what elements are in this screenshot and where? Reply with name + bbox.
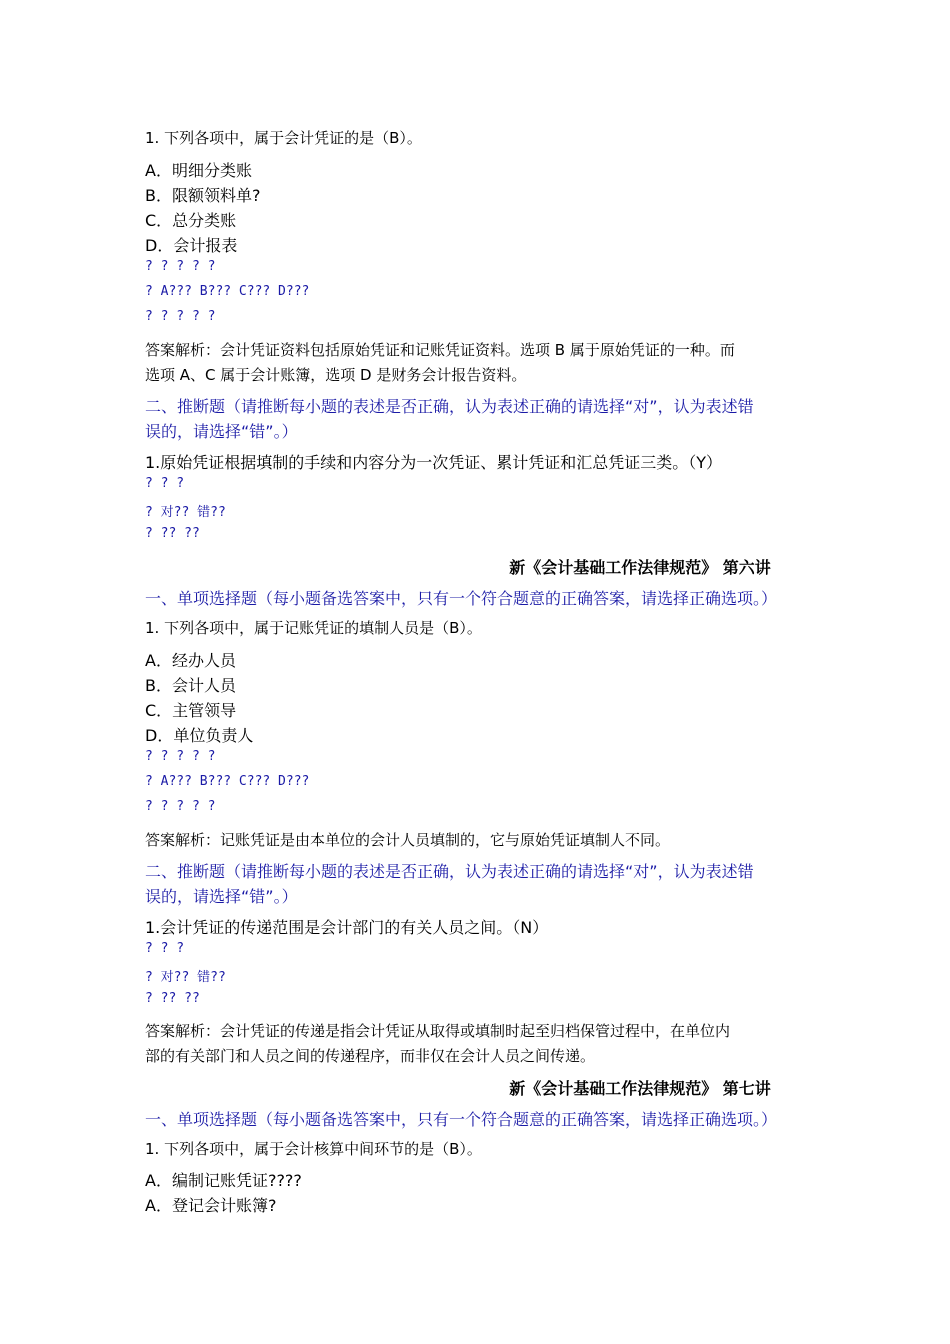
option-d: D．会计报表	[145, 236, 238, 255]
judge-marks: ? ? ?	[145, 941, 185, 956]
answer-analysis: 答案解析：会计凭证资料包括原始凭证和记账凭证资料。选项 B 属于原始凭证的一种。而	[145, 341, 735, 359]
answer-analysis: 选项 A、C 属于会计账簿，选项 D 是财务会计报告资料。	[145, 366, 527, 384]
answer-analysis: 答案解析：会计凭证的传递是指会计凭证从取得或填制时起至归档保管过程中，在单位内	[145, 1022, 731, 1040]
question-text: 1. 下列各项中，属于记账凭证的填制人员是（B）。	[145, 619, 482, 637]
judge-question: 1.原始凭证根据填制的手续和内容分为一次凭证、累计凭证和汇总凭证三类。（Y）	[145, 453, 723, 472]
question-text: 1. 下列各项中，属于会计核算中间环节的是（B）。	[145, 1140, 482, 1158]
option-a: A．明细分类账	[145, 161, 252, 180]
judge-question: 1.会计凭证的传递范围是会计部门的有关人员之间。（N）	[145, 918, 549, 937]
option-c: C．主管领导	[145, 701, 237, 720]
judge-marks: ? 对?? 错??	[145, 505, 226, 520]
option-d: D．单位负责人	[145, 726, 254, 745]
option-a: A．编制记账凭证????	[145, 1171, 302, 1190]
answer-marks: ? ? ? ? ?	[145, 749, 216, 764]
question-text: 1. 下列各项中，属于会计凭证的是（B）。	[145, 129, 422, 147]
judge-section-header: 二、推断题（请推断每小题的表述是否正确，认为表述正确的请选择“对”，认为表述错	[145, 862, 754, 881]
lecture-title: 新《会计基础工作法律规范》 第六讲	[509, 558, 771, 577]
answer-marks: ? ? ? ? ?	[145, 259, 216, 274]
judge-section-header: 二、推断题（请推断每小题的表述是否正确，认为表述正确的请选择“对”，认为表述错	[145, 397, 754, 416]
answer-marks: ? A??? B??? C??? D???	[145, 284, 310, 299]
option-b: B．限额领料单?	[145, 186, 261, 205]
answer-marks: ? ? ? ? ?	[145, 309, 216, 324]
single-choice-header: 一、单项选择题（每小题备选答案中，只有一个符合题意的正确答案，请选择正确选项。）	[145, 589, 778, 608]
option-c: C．总分类账	[145, 211, 237, 230]
answer-marks: ? A??? B??? C??? D???	[145, 774, 310, 789]
judge-marks: ? ?? ??	[145, 991, 200, 1006]
answer-marks: ? ? ? ? ?	[145, 799, 216, 814]
judge-marks: ? ?? ??	[145, 526, 200, 541]
option-b: B．会计人员	[145, 676, 236, 695]
judge-section-header: 误的，请选择“错”。）	[145, 887, 298, 906]
option-a: A．经办人员	[145, 651, 236, 670]
lecture-title: 新《会计基础工作法律规范》 第七讲	[509, 1079, 771, 1098]
judge-section-header: 误的，请选择“错”。）	[145, 422, 298, 441]
judge-marks: ? ? ?	[145, 476, 185, 491]
answer-analysis: 答案解析：记账凭证是由本单位的会计人员填制的，它与原始凭证填制人不同。	[145, 831, 671, 849]
single-choice-header: 一、单项选择题（每小题备选答案中，只有一个符合题意的正确答案，请选择正确选项。）	[145, 1110, 778, 1129]
judge-marks: ? 对?? 错??	[145, 970, 226, 985]
option-a-second: A．登记会计账簿?	[145, 1196, 277, 1215]
answer-analysis: 部的有关部门和人员之间的传递程序，而非仅在会计人员之间传递。	[145, 1047, 596, 1065]
